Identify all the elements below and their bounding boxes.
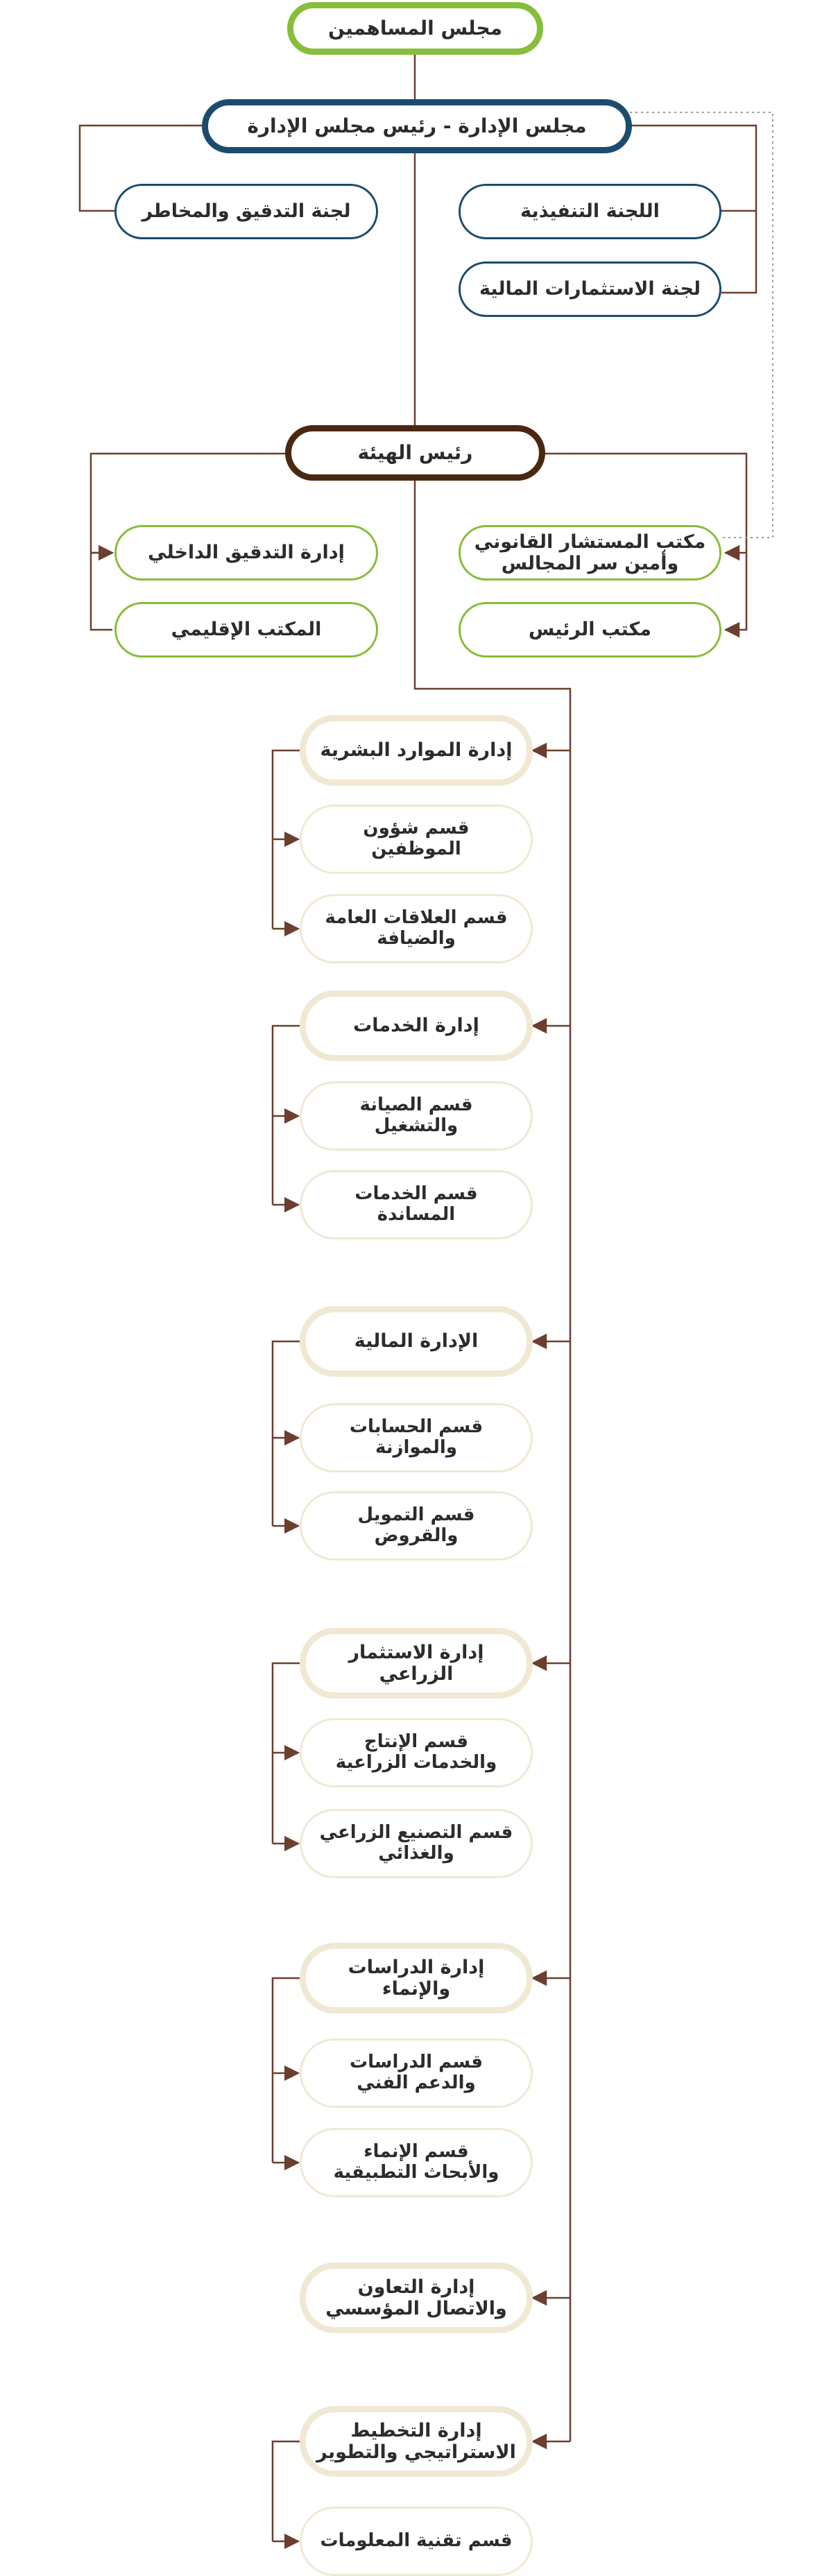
department-services-box (300, 990, 533, 1061)
board-label: مجلس الإدارة - رئيس مجلس الإدارة (247, 114, 587, 137)
section-support-services-label: قسم الخدمات المساندة (354, 1183, 478, 1225)
section-development-research-label: قسم الإنماء والأبحاث التطبيقية (333, 2141, 499, 2183)
section-accounts-budget-label: قسم الحسابات والموازنة (349, 1416, 483, 1458)
sections-finance (273, 1341, 300, 1526)
department-finance-label: الإدارة المالية (354, 1330, 479, 1353)
department-planning-label: إدارة التخطيط الاستراتيجي والتطوير (316, 2419, 516, 2463)
president-office-label: مكتب الرئيس (529, 619, 651, 641)
department-studies-label: إدارة الدراسات والإنماء (348, 1956, 485, 2000)
section-finance-loans-box (300, 1491, 533, 1561)
regional-office-box (114, 602, 378, 658)
department-planning-box (300, 2406, 533, 2477)
department-hr-box (300, 715, 533, 786)
legal-advisor-office-box (459, 525, 721, 581)
shareholders-box (287, 2, 543, 55)
executive-committee-label: اللجنة التنفيذية (520, 200, 660, 223)
department-services-label: إدارة الخدمات (353, 1015, 479, 1037)
section-studies-support-label: قسم الدراسات والدعم الفني (350, 2052, 483, 2093)
regional-office-label: المكتب الإقليمي (171, 619, 322, 641)
section-accounts-budget-box (300, 1403, 533, 1472)
section-employee-affairs-label: قسم شؤون الموظفين (363, 818, 470, 859)
section-support-services-box (300, 1170, 533, 1239)
executive-committee-box (459, 184, 721, 239)
department-cooperation-label: إدارة التعاون والاتصال المؤسسي (325, 2276, 507, 2319)
section-agri-production-label: قسم الإنتاج والخدمات الزراعية (335, 1731, 497, 1773)
legal-advisor-office-label: مكتب المستشار القانوني وأمين سر المجالس (474, 531, 706, 574)
department-agri-investment-label: إدارة الاستثمار الزراعي (348, 1641, 484, 1685)
section-agri-manufacturing-box (300, 1809, 533, 1878)
financial-investments-committee-box (459, 261, 721, 317)
sections-studies (273, 1978, 300, 2163)
department-hr-label: إدارة الموارد البشرية (320, 739, 513, 762)
section-it-label: قسم تقنية المعلومات (320, 2530, 513, 2552)
authority-president-label: رئيس الهيئة (357, 440, 473, 464)
section-studies-support-box (300, 2038, 533, 2108)
section-agri-manufacturing-label: قسم التصنيع الزراعي والغذائي (319, 1822, 513, 1864)
section-it-box (300, 2507, 533, 2576)
sections-planning (273, 2441, 300, 2541)
section-maintenance-label: قسم الصيانة والتشغيل (359, 1094, 473, 1136)
section-employee-affairs-box (300, 805, 533, 874)
financial-investments-committee-label: لجنة الاستثمارات المالية (479, 278, 701, 300)
department-cooperation-box (300, 2262, 533, 2333)
audit-risk-committee-box (114, 184, 378, 239)
internal-audit-box (114, 525, 378, 581)
department-agri-investment-box (300, 1628, 533, 1699)
department-finance-box (300, 1306, 533, 1377)
shareholders-label: مجلس المساهمين (328, 16, 502, 40)
authority-president-box (285, 425, 545, 481)
section-agri-production-box (300, 1718, 533, 1787)
section-maintenance-box (300, 1081, 533, 1151)
section-public-relations-box (300, 894, 533, 963)
section-development-research-box (300, 2128, 533, 2197)
department-studies-box (300, 1943, 533, 2013)
section-public-relations-label: قسم العلاقات العامة والضيافة (325, 907, 508, 949)
internal-audit-label: إدارة التدقيق الداخلي (148, 542, 345, 564)
section-finance-loans-label: قسم التمويل والقروض (357, 1504, 475, 1546)
dotted-board-legal (630, 112, 773, 538)
president-office-box (459, 602, 721, 658)
audit-risk-committee-label: لجنة التدقيق والمخاطر (142, 200, 351, 223)
board-box (202, 99, 632, 153)
